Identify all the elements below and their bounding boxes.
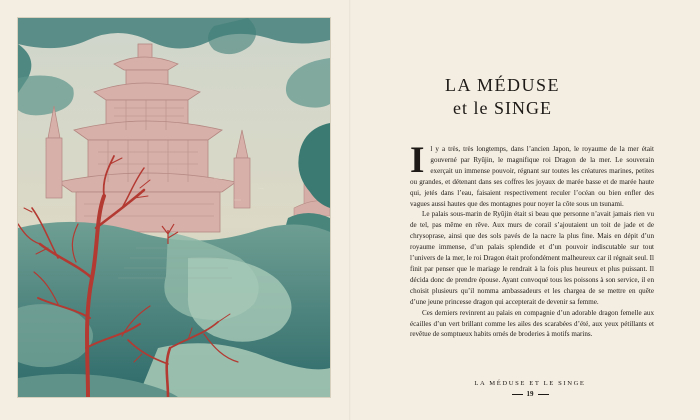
chapter-title-line-1: LA MÉDUSE — [444, 75, 560, 95]
folio-rule-right — [538, 394, 549, 395]
sea-palace-illustration — [18, 18, 330, 397]
paragraph-text: l y a très, très longtemps, dans l’ancien Japon, le royaume de la mer était gouverné par Ryūjin, le magnifique roi Dragon de la mer. Le souverain exerçait un immense pouvoir, régnant sur toutes les créatures marines, petites ou grandes, et détenant dans ses coffres les joyaux de marée basse et de marée haute qui, jetés dans l’eau, faisaient respectivement reculer l’océan ou bien enfler des vagues aussi hautes que des montagnes pour noyer la côte sous un tsunami. — [410, 145, 654, 208]
chapter-body-text — [410, 140, 654, 340]
paragraph — [410, 140, 654, 209]
page-number: 19 — [526, 390, 534, 398]
folio — [420, 390, 640, 398]
running-head: LA MÉDUSE ET LE SINGE — [474, 380, 586, 387]
drop-cap: I — [410, 140, 425, 181]
paragraph: Ces derniers revinrent au palais en compagnie d’un adorable dragon femelle aux écailles d’un vert brillant comme les ailes des scarabées d’été, aux yeux pétillants et revêtue de somptueux habits ornés de broderies à motifs marins. — [410, 308, 654, 339]
folio-rule-left — [512, 394, 523, 395]
page-footer — [420, 380, 640, 398]
chapter-title — [395, 74, 610, 119]
illustration-plate — [18, 18, 330, 397]
chapter-title-line-2: et le SINGE — [453, 98, 552, 118]
paragraph: Le palais sous-marin de Ryūjin était si beau que personne n’avait jamais rien vu de tel, pas même en rêve. Aux murs de corail s’ajoutaient un toit de jade et de chrysoprase, ainsi que des sols pavés de la nacre la plus fine. Mais en dépit d’un royaume immense, d’un palais splendide et d’un pouvoir indiscutable sur tout l’univers de la mer, le roi Dragon était profondément malheureux car il régnait seul. Il finit par penser que le mariage le rendrait à la fois plus heureux et plus puissant. Il décida donc de prendre épouse. Ayant convoqué tous les poissons à son service, il en choisit plusieurs qu’il nomma ambassadeurs et les chargea de se mettre en quête d’une jeune princesse dragon qui accepterait de devenir sa femme. — [410, 210, 654, 306]
page-gutter — [349, 0, 351, 420]
